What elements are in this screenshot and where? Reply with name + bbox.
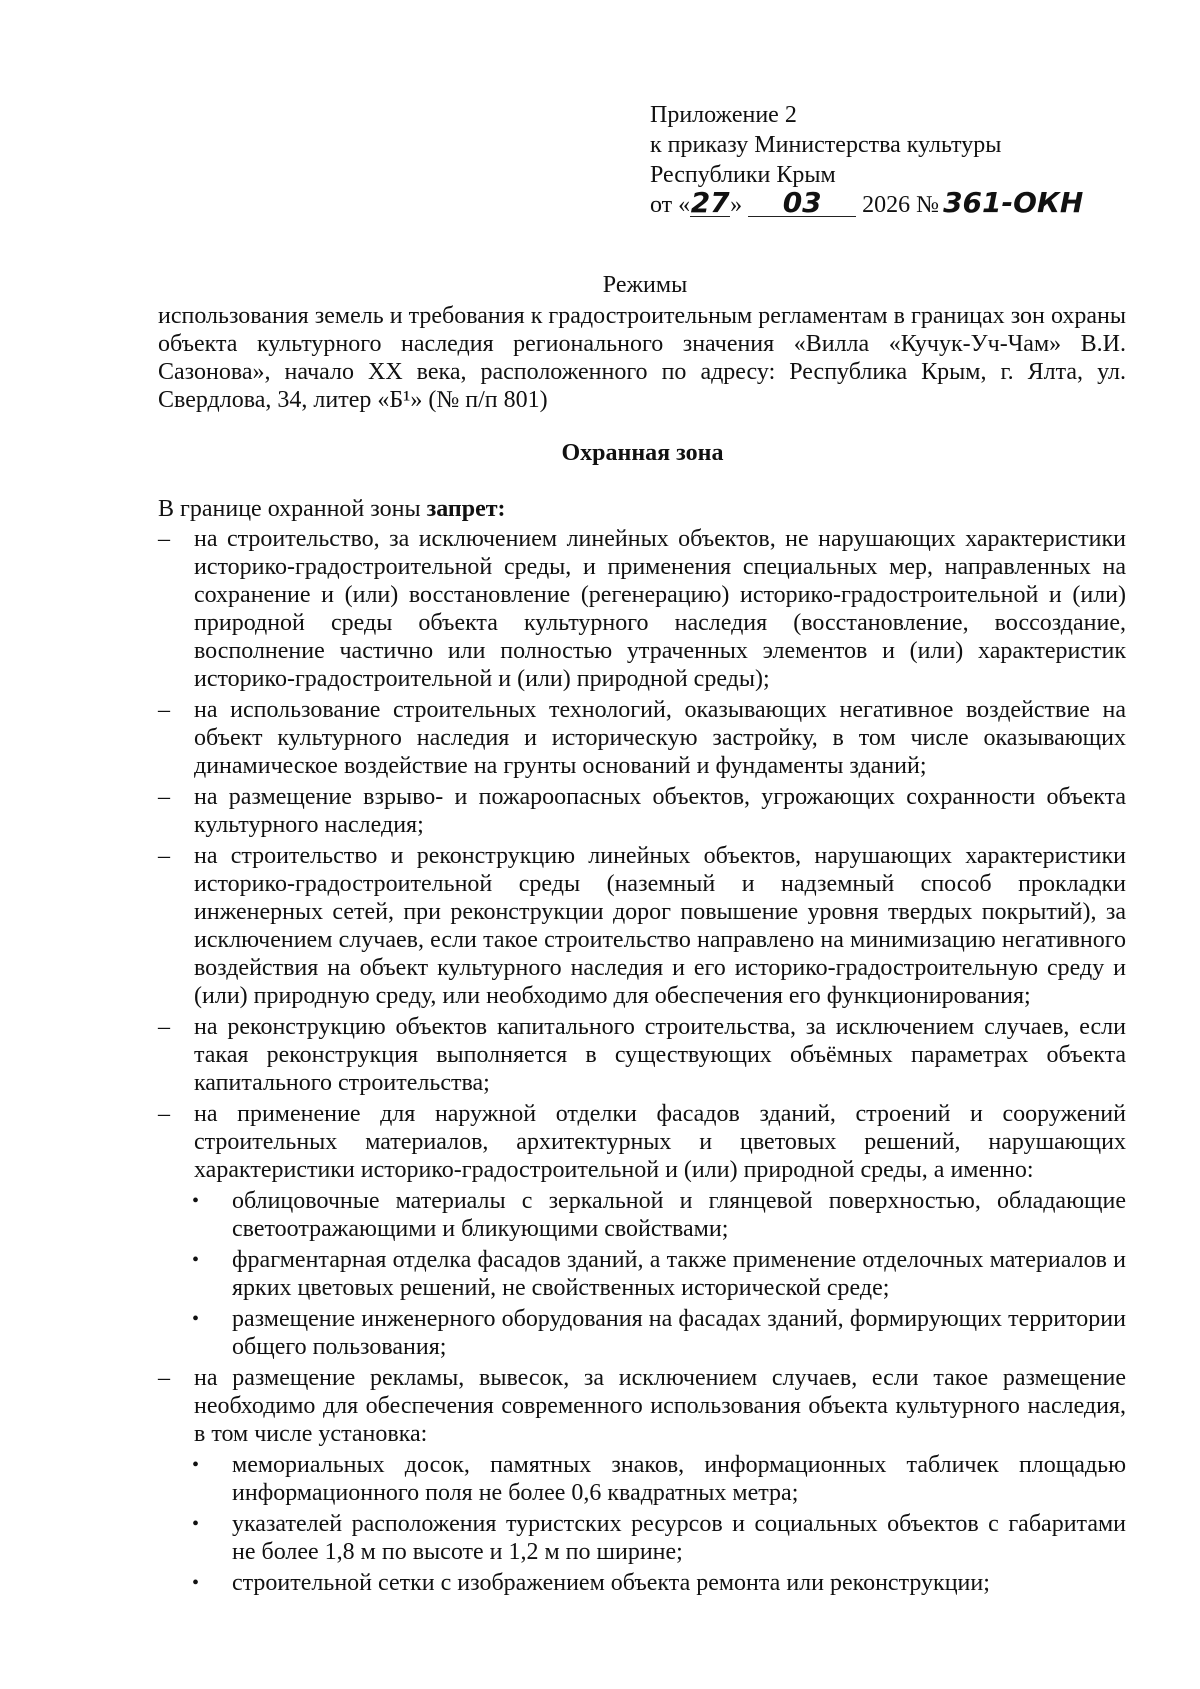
intro-bold: запрет: (426, 496, 506, 522)
subitem-text: указателей расположения туристских ресурсов и социальных объектов с габаритами не более 1,8 м по высоте и 1,2 м по ширине; (232, 1511, 1126, 1565)
subitem-text: мемориальных досок, памятных знаков, информационных табличек площадью информационного поля не более 0,6 квадратных метра; (232, 1452, 1126, 1506)
dash-marker: – (158, 843, 170, 869)
appendix-date-line (650, 186, 1115, 220)
ad-subitem (158, 1510, 1126, 1566)
document-title-body: использования земель и требования к градостроительным регламентам в границах зон охраны объекта культурного наследия регионального значения «Вилла «Кучук-Уч-Чам» В.И. Сазонова», начало XX века, расположенного по адресу: Республика Крым, г. Ялта, ул. Свердлова, 34, литер «Б¹» (№ п/п 801) (158, 303, 1126, 413)
handwritten-day: 27 (690, 186, 730, 219)
intro-text: В границе охранной зоны (158, 496, 427, 522)
subitem-text: фрагментарная отделка фасадов зданий, а также применение отделочных материалов и ярких цветовых решений, не свойственных исторической среде; (232, 1247, 1126, 1301)
bullet-marker: • (192, 1308, 200, 1330)
prohibition-item (158, 783, 1126, 839)
dash-marker: – (158, 784, 170, 810)
prohibition-item (158, 696, 1126, 780)
facade-subitem (158, 1305, 1126, 1361)
subitem-text: размещение инженерного оборудования на фасадах зданий, формирующих территории общего пользования; (232, 1306, 1126, 1360)
appendix-line-3: Республики Крым (650, 162, 836, 188)
dash-marker: – (158, 697, 170, 723)
prohibition-text: на строительство, за исключением линейных объектов, не нарушающих характеристики историко-градостроительной среды, и применения специальных мер, направленных на сохранение и (или) восстановление (регенерацию) историко-градостроительной и (или) природной среды объекта культурного наследия (восстановление, воссоздание, восполнение частично или полностью утраченных элементов и (или) характеристик историко-градостроительной и (или) природной среды); (194, 526, 1126, 692)
dash-marker: – (158, 526, 170, 552)
appendix-header (650, 100, 1115, 220)
ad-subitem (158, 1451, 1126, 1507)
prohibition-item (158, 1013, 1126, 1097)
subitem-text: строительной сетки с изображением объекта ремонта или реконструкции; (232, 1570, 990, 1596)
section-content (158, 495, 1126, 1600)
document-title: Режимы (602, 272, 688, 298)
ad-subitem (158, 1569, 1126, 1597)
dash-marker: – (158, 1014, 170, 1040)
prohibition-text: на размещение рекламы, вывесок, за исключением случаев, если такое размещение необходимо для обеспечения современного использования объекта культурного наследия, в том числе установка: (194, 1365, 1126, 1447)
prohibition-item (158, 1100, 1126, 1184)
prohibition-text: на применение для наружной отделки фасадов зданий, строений и сооружений строительных материалов, архитектурных и цветовых решений, нарушающих характеристики историко-градостроительной и (или) природной среды, а именно: (194, 1101, 1126, 1183)
handwritten-month: 03 (748, 190, 856, 217)
prohibition-text: на реконструкцию объектов капитального строительства, за исключением случаев, если такая реконструкция выполняется в существующих объёмных параметрах объекта капитального строительства; (194, 1014, 1126, 1096)
prohibition-text: на строительство и реконструкцию линейных объектов, нарушающих характеристики историко-градостроительной среды (наземный и надземный способ прокладки инженерных сетей, при реконструкции дорог повышение уровня твердых покрытий), за исключением случаев, если такое строительство направлено на минимизацию негативного воздействия на объект культурного наследия и его историко-градостроительную среду и (или) природную среду, или необходимо для обеспечения его функционирования; (194, 843, 1126, 1009)
bullet-marker: • (192, 1454, 200, 1476)
prohibition-item (158, 525, 1126, 693)
facade-subitem (158, 1246, 1126, 1302)
appendix-line-2: к приказу Министерства культуры (650, 132, 1002, 158)
subitem-text: облицовочные материалы с зеркальной и глянцевой поверхностью, обладающие светоотражающими и бликующими свойствами; (232, 1188, 1126, 1242)
prohibition-text: на использование строительных технологий, оказывающих негативное воздействие на объект культурного наследия и историческую застройку, в том числе оказывающих динамическое воздействие на грунты оснований и фундаменты зданий; (194, 697, 1126, 779)
dash-marker: – (158, 1101, 170, 1127)
facade-subitem (158, 1187, 1126, 1243)
bullet-marker: • (192, 1190, 200, 1212)
prohibition-item (158, 842, 1126, 1010)
handwritten-order-number: 361-ОКН (943, 186, 1084, 219)
year-number-label: 2026 № (862, 192, 940, 218)
dash-marker: – (158, 1365, 170, 1391)
section-intro (158, 495, 1126, 523)
bullet-marker: • (192, 1249, 200, 1271)
prohibition-item (158, 1364, 1126, 1448)
appendix-line-1: Приложение 2 (650, 102, 797, 128)
date-prefix: от « (650, 192, 691, 218)
bullet-marker: • (192, 1572, 200, 1594)
section-title: Охранная зона (561, 440, 724, 466)
bullet-marker: • (192, 1513, 200, 1535)
prohibition-text: на размещение взрыво- и пожароопасных объектов, угрожающих сохранности объекта культурного наследия; (194, 784, 1126, 838)
date-day-close: » (730, 192, 743, 218)
